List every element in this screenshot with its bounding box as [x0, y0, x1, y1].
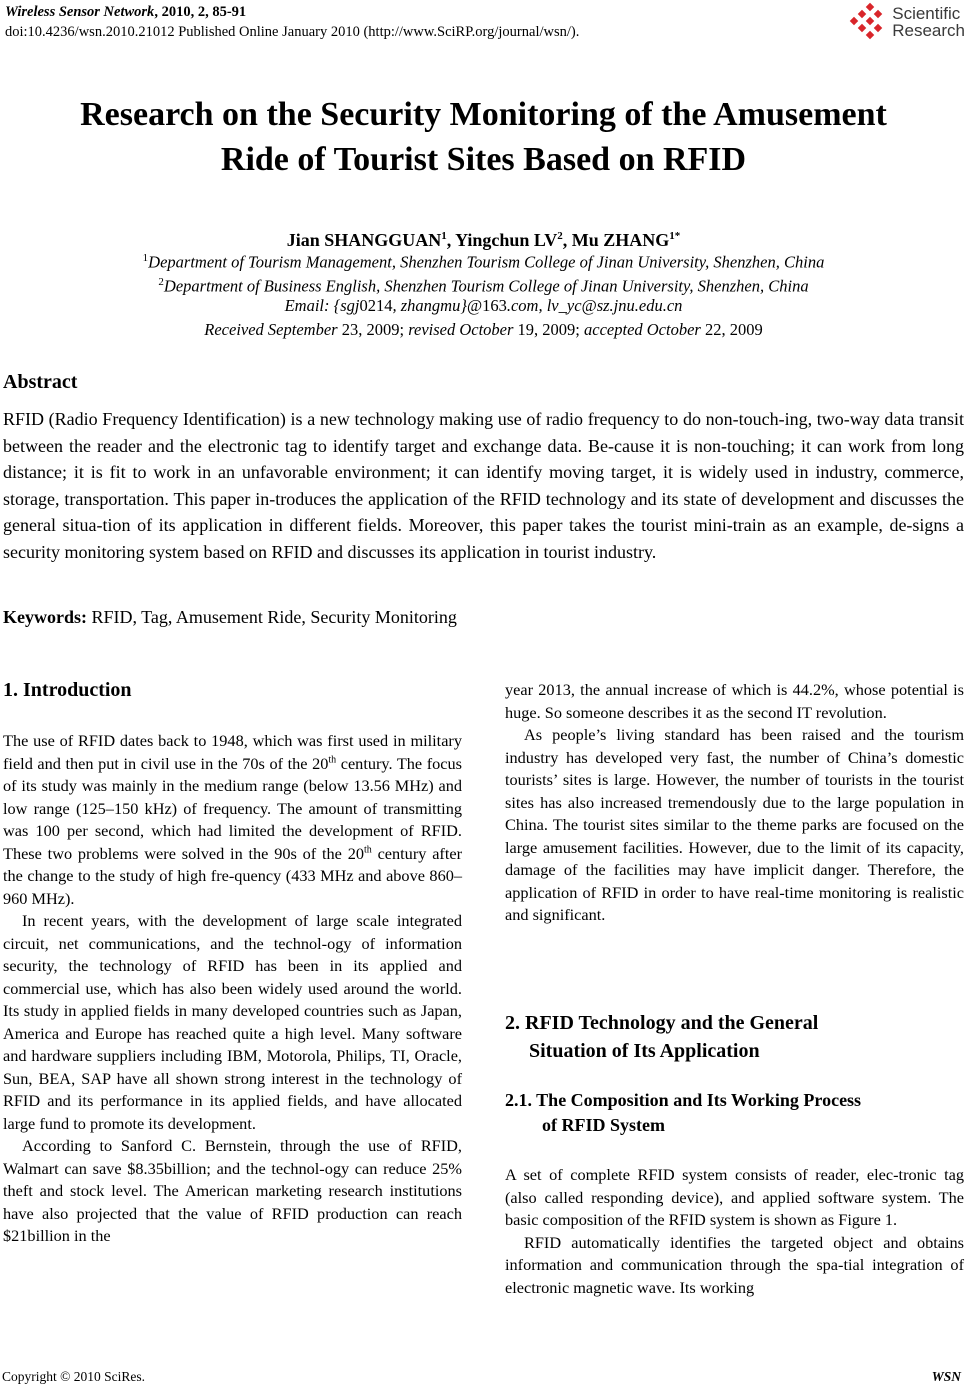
- author-list: Jian SHANGGUAN$^1$, Yingchun $LV^2$, Mu $ZHANG^{1*}$: [286, 230, 681, 250]
- paragraph: As people’s living standard has been raised and the tourism industry has developed very fast, the number of China’s domestic tourists’ sites is large. However, the number of tourists in the tourist sites has also increased tremendously due to the large population in China. The tourist sites similar to the theme parks are focused on the large amusement facilities. However, due to the limit of its capacity, damage of the facilities may have implicit danger. Therefore, the application of RFID in order to have real-time monitoring is realistic and significant.: [505, 725, 964, 924]
- aff2-text: Department of Business English, Shenzhen Tourism College of Jinan University, Shenzhen, China: [163, 276, 809, 296]
- title-line-2: Ride of Tourist Sites Based on RFID: [220, 141, 747, 178]
- received-date: 23, 2009;: [341, 320, 409, 339]
- logo-line-1: Scientific: [892, 4, 961, 23]
- heading-line: of RFID System: [542, 1115, 665, 1135]
- publisher-logo: [849, 2, 965, 42]
- aff2-sup: 2: [158, 276, 164, 288]
- text-run: century after the change to the study of high fre-quency (433 MHz and above 860–960 MHz).: [3, 843, 463, 908]
- revised-date: 19, 2009;: [517, 320, 585, 339]
- email-part: , zhangmu}@: [392, 296, 483, 315]
- received-dates: [0, 318, 967, 342]
- right-column-top: [505, 679, 964, 927]
- publisher-logo-icon: [849, 2, 889, 42]
- author-2-sup: 2: [557, 230, 563, 242]
- author-2: Yingchun LV: [455, 230, 558, 250]
- paragraph: A set of complete RFID system consists of reader, elec-tronic tag (also called responding device), and applied software system. The basic composition of the RFID system is shown as Figure 1.: [505, 1165, 964, 1229]
- accepted-date: 22, 2009: [704, 320, 763, 339]
- superscript: th: [328, 754, 337, 766]
- right-column-bottom: [505, 1164, 964, 1299]
- logo-line-2: Research: [892, 21, 965, 40]
- heading-line: Situation of Its Application: [529, 1040, 760, 1062]
- citation-volume: , 2010, 2, 85-91: [154, 4, 247, 20]
- paragraph: In recent years, with the development of large scale integrated circuit, net communications, and the technol-ogy of information security, the technology of RFID has been in its applied and commercial use, which has also been widely used around the world. Its study in applied fields in many developed countries such as Japan, America and Europe has reached quite a high level. Many software and hardware suppliers including IBM, Motorola, Philips, TI, Oracle, Sun, BEA, SAP have all shown strong interest in the technology of RFID and its performance in its applied fields, and have allocated large fund to promote its development.: [3, 911, 462, 1133]
- doi-line: doi:10.4236/wsn.2010.21012 Published Online January 2010 (http://www.SciRP.org/journal/wsn/).: [5, 24, 580, 40]
- section-1-heading: 1. Introduction: [3, 679, 132, 701]
- author-1-sup: 1: [441, 230, 447, 242]
- email-part: 163: [482, 296, 507, 315]
- paragraph: RFID automatically identifies the targeted object and obtains information and communication through the spa-tial integration of electronic magnetic wave. Its working: [505, 1232, 964, 1297]
- superscript: th: [363, 844, 372, 856]
- running-header: [5, 2, 579, 42]
- text-run: century. The focus of its study was mainly in the medium range (below 13.56 MHz) and low range (125–150 kHz) of frequency. The amount of transmitting was 100 per second, which had limited the development of RFID. These two problems were solved in the 90s of the 20: [3, 753, 462, 863]
- journal-name: Wireless Sensor Network: [5, 4, 155, 20]
- email-label: Email: {: [284, 296, 341, 315]
- paragraph: [3, 730, 462, 910]
- journal-citation: [5, 2, 579, 22]
- heading-line: 2. RFID Technology and the General: [505, 1012, 819, 1034]
- abstract-heading: Abstract: [3, 371, 78, 393]
- section-2-heading: [505, 1009, 818, 1065]
- accepted-label: accepted October: [584, 320, 705, 339]
- paragraph: year 2013, the annual increase of which is 44.2%, whose potential is huge. So someone describes it as the second IT revolution.: [505, 680, 964, 722]
- keywords-label: Keywords:: [3, 607, 87, 627]
- paper-title: [0, 92, 967, 182]
- revised-label: revised October: [408, 320, 518, 339]
- aff1-text: Department of Tourism Management, Shenzhen Tourism College of Jinan University, Shenzhen, China: [148, 252, 825, 272]
- author-3: Mu ZHANG: [571, 230, 670, 250]
- keywords-text: RFID, Tag, Amusement Ride, Security Monitoring: [87, 607, 457, 627]
- abstract-text: RFID (Radio Frequency Identification) is a new technology making use of radio frequency to do non-touch-ing, two-way data transit between the reader and the electronic tag to identify target and exchange data. Be-cause it is non-touching; it can work from long distance; it is fit to work in an unfavorable environment; it can identify moving target, it is widely used in industry, commerce, storage, transportation. This paper in-troduces the application of the RFID technology and its state of development and discusses the general situa-tion of its application in different fields. Moreover, this paper takes the tourist mini-train as an example, de-signs a security monitoring system based on RFID and discusses its application in tourist industry.: [3, 409, 964, 562]
- journal-abbreviation: WSN: [931, 1369, 961, 1384]
- left-column: [3, 730, 462, 1248]
- author-emails: [0, 294, 967, 318]
- email-part: 0214: [359, 296, 393, 315]
- email-part: sgj: [340, 296, 360, 315]
- text-run: The use of RFID dates back to 1948, which was first used in military field and then put in civil use in the 70s of the 20: [3, 731, 462, 773]
- paragraph: According to Sanford C. Bernstein, through the use of RFID, Walmart can save $8.35billion; and the technol-ogy can reduce 25% theft and stock level. The American marketing research institutions have also projected that the value of RFID production can reach $21billion in the: [3, 1136, 462, 1245]
- publisher-logo-wordmark: [892, 5, 965, 39]
- title-line-1: Research on the Security Monitoring of the Amusement: [80, 96, 887, 133]
- aff1-sup: 1: [142, 252, 149, 264]
- subsection-2-1-heading: [505, 1088, 861, 1138]
- keywords: [3, 607, 457, 628]
- email-part: .com, lv_yc@sz.jnu.edu.cn: [506, 296, 683, 315]
- author-3-sup: 1*: [669, 230, 681, 242]
- received-label: Received September: [204, 320, 342, 339]
- heading-line: 2.1. The Composition and Its Working Process: [505, 1090, 862, 1110]
- author-1: Jian SHANGGUAN: [286, 230, 442, 250]
- copyright-footer: Copyright © 2010 SciRes.: [2, 1369, 146, 1384]
